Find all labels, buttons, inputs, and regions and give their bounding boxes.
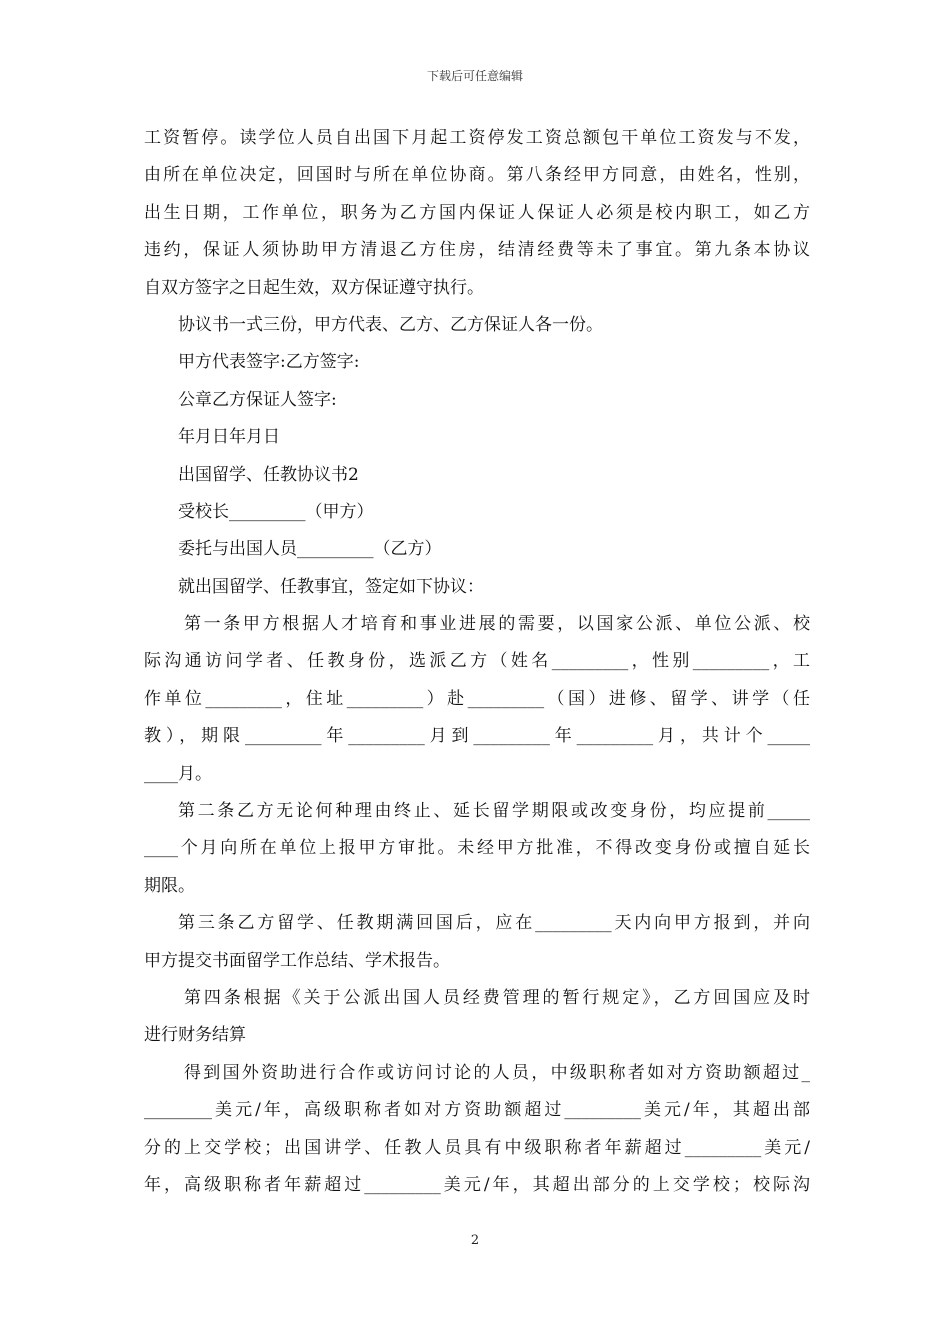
text-line: ________美元/年，高级职称者如对方资助额超过_________美元/年，其超出部 <box>144 1100 810 1121</box>
signature-line: 甲方代表签字:乙方签字: <box>178 352 360 373</box>
signature-line: 公章乙方保证人签字: <box>178 389 337 410</box>
page-header: 下载后可任意编辑 <box>426 69 523 83</box>
text-line: 工资暂停。读学位人员自出国下月起工资停发工资总额包干单位工资发与不发， <box>144 128 810 148</box>
text-line: 委托与出国人员_________（乙方） <box>178 539 442 560</box>
text-line: 第二条乙方无论何种理由终止、延长留学期限或改变身份，均应提前_____ <box>178 801 810 822</box>
text-line: 第一条甲方根据人才培育和事业进展的需要，以国家公派、单位公派、校 <box>184 614 810 635</box>
document-body <box>144 120 810 1204</box>
section-title: 出国留学、任教协议书2 <box>178 464 359 485</box>
text-line: 际沟通访问学者、任教身份，选派乙方（姓名_________，性别_________，工 <box>144 651 810 672</box>
text-line: 第四条根据《关于公派出国人员经费管理的暂行规定》，乙方回国应及时 <box>184 987 810 1008</box>
text-line: 作单位_________，住址_________）赴_________（国）进修、留学、讲学（任 <box>144 688 810 709</box>
text-line: 进行财务结算 <box>144 1025 246 1046</box>
date-line: 年月日年月日 <box>178 427 280 448</box>
text-line: 违约，保证人须协助甲方清退乙方住房，结清经费等未了事宜。第九条本协议 <box>144 240 810 261</box>
text-line: 甲方提交书面留学工作总结、学术报告。 <box>144 950 450 971</box>
text-line: 受校长_________（甲方） <box>178 501 374 522</box>
text-line: 第三条乙方留学、任教期满回国后，应在_________天内向甲方报到，并向 <box>178 913 810 934</box>
text-line: 协议书一式三份，甲方代表、乙方、乙方保证人各一份。 <box>178 314 603 335</box>
text-line: 期限。 <box>144 875 195 896</box>
text-line: 由所在单位决定，回国时与所在单位协商。第八条经甲方同意，由姓名，性别， <box>144 165 810 186</box>
text-line: ____月。 <box>144 763 212 784</box>
text-line: 就出国留学、任教事宜，签定如下协议： <box>178 576 484 597</box>
text-line: ____个月向所在单位上报甲方审批。未经甲方批准，不得改变身份或擅自延长 <box>144 838 810 859</box>
page-number: 2 <box>470 1233 480 1248</box>
text-line: 年，高级职称者年薪超过_________美元/年，其超出部分的上交学校；校际沟 <box>144 1174 810 1195</box>
text-line: 教），期限_________年_________月到_________年_________月，共计个_____ <box>144 726 810 747</box>
text-line: 自双方签字之日起生效，双方保证遵守执行。 <box>144 277 484 298</box>
text-line: 分的上交学校；出国讲学、任教人员具有中级职称者年薪超过_________美元/ <box>144 1137 810 1158</box>
text-line: 得到国外资助进行合作或访问讨论的人员，中级职称者如对方资助额超过_ <box>184 1062 810 1083</box>
text-line: 出生日期，工作单位，职务为乙方国内保证人保证人必须是校内职工，如乙方 <box>144 202 810 223</box>
